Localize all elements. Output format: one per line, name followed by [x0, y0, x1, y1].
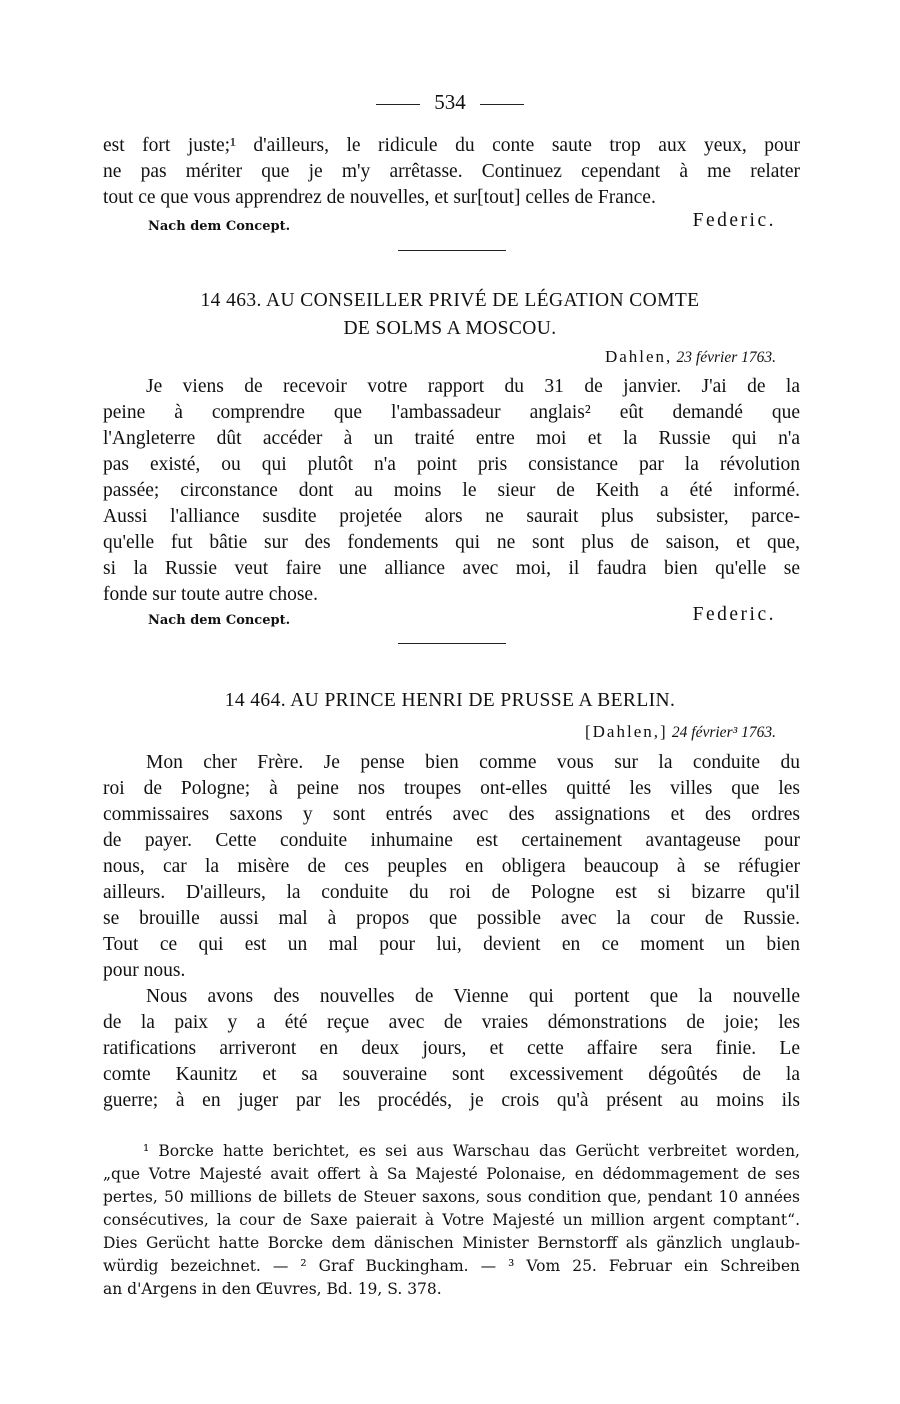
page-header [0, 90, 900, 115]
letter-dateline [605, 347, 776, 367]
text-line: Tout ce qui est un mal pour lui, devient en ce moment un bien [103, 934, 800, 955]
text-line: est fort juste;¹ d'ailleurs, le ridicule du conte saute trop aux yeux, pour [103, 135, 800, 156]
text-line: qu'elle fut bâtie sur des fondements qui ne sont plus de saison, et que, [103, 532, 800, 553]
footnote-line: consécutives, la cour de Saxe paierait à Votre Majesté un million argent comptant“. [103, 1211, 800, 1229]
footnote-line: würdig bezeichnet. — ² Graf Buckingham. — ³ Vom 25. Februar ein Schreiben [103, 1257, 800, 1275]
page-number: 534 [434, 90, 466, 114]
footnote-line: ¹ Borcke hatte berichtet, es sei aus Warschau das Gerücht verbreitet worden, [143, 1142, 800, 1160]
text-line: commissaires saxons y sont entrés avec des assignations et des ordres [103, 804, 800, 825]
text-line: tout ce que vous apprendrez de nouvelles, et sur[tout] celles de France. [103, 187, 656, 208]
letter-heading-continued: DE SOLMS A MOSCOU. [343, 318, 557, 339]
text-line: ailleurs. D'ailleurs, la conduite du roi de Pologne est si bizarre qu'il [103, 882, 800, 903]
text-line: de la paix y a été reçue avec de vraies démonstrations de joie; les [103, 1012, 800, 1033]
text-line: Je viens de recevoir votre rapport du 31 de janvier. J'ai de la [146, 376, 800, 397]
text-line: comte Kaunitz et sa souveraine sont excessivement dégoûtés de la [103, 1064, 800, 1085]
text-line: se brouille aussi mal à propos que possible avec la cour de Russie. [103, 908, 800, 929]
dateline-place: [Dahlen,] [584, 722, 668, 741]
footnote-line: Dies Gerücht hatte Borcke dem dänischen Minister Bernstorff als gänzlich unglaub- [103, 1234, 800, 1252]
signature: Federic. [692, 210, 776, 231]
text-line: Mon cher Frère. Je pense bien comme vous sur la conduite du [146, 752, 800, 773]
text-line: roi de Pologne; à peine nos troupes ont-elles quitté les villes que les [103, 778, 800, 799]
text-line: si la Russie veut faire une alliance avec moi, il faudra bien qu'elle se [103, 558, 800, 579]
text-line: nous, car la misère de ces peuples en obligera beaucoup à se réfugier [103, 856, 800, 877]
text-line: peine à comprendre que l'ambassadeur anglais² eût demandé que [103, 402, 800, 423]
dateline-date: 23 février 1763. [676, 349, 776, 366]
header-dash-right [480, 104, 524, 105]
text-line: Nous avons des nouvelles de Vienne qui portent que la nouvelle [146, 986, 800, 1007]
dateline-place: Dahlen, [604, 347, 673, 366]
source-note: Nach dem Concept. [148, 219, 291, 234]
header-dash-left [376, 104, 420, 105]
text-line: Aussi l'alliance susdite projetée alors ne saurait plus subsister, parce- [103, 506, 800, 527]
section-divider [398, 643, 506, 644]
signature: Federic. [692, 604, 776, 625]
letter-heading: 14 464. AU PRINCE HENRI DE PRUSSE A BERLIN. [224, 690, 676, 711]
text-line: guerre; à en juger par les procédés, je crois qu'à présent au moins ils [103, 1090, 800, 1111]
letter-heading: 14 463. AU CONSEILLER PRIVÉ DE LÉGATION COMTE [200, 290, 700, 311]
text-line: ratifications arriveront en deux jours, et cette affaire sera finie. Le [103, 1038, 800, 1059]
text-line: l'Angleterre dût accéder à un traité entre moi et la Russie qui n'a [103, 428, 800, 449]
letter-dateline [585, 722, 776, 742]
text-line: pas existé, ou qui plutôt n'a point pris consistance par la révolution [103, 454, 800, 475]
dateline-date: 24 février³ 1763. [671, 724, 776, 741]
text-line: passée; circonstance dont au moins le sieur de Keith a été informé. [103, 480, 800, 501]
source-note: Nach dem Concept. [148, 613, 291, 628]
text-line: pour nous. [103, 960, 186, 981]
text-line: de payer. Cette conduite inhumaine est certainement avantageuse pour [103, 830, 800, 851]
text-line: ne pas mériter que je m'y arrêtasse. Continuez cependant à me relater [103, 161, 800, 182]
text-line: fonde sur toute autre chose. [103, 584, 318, 605]
footnote-line: „que Votre Majesté avait offert à Sa Majesté Polonaise, en dédommagement de ses [103, 1165, 800, 1183]
footnote-line: pertes, 50 millions de billets de Steuer saxons, sous condition que, pendant 10 années [103, 1188, 800, 1206]
footnote-line: an d'Argens in den Œuvres, Bd. 19, S. 378. [103, 1280, 442, 1298]
section-divider [398, 250, 506, 251]
